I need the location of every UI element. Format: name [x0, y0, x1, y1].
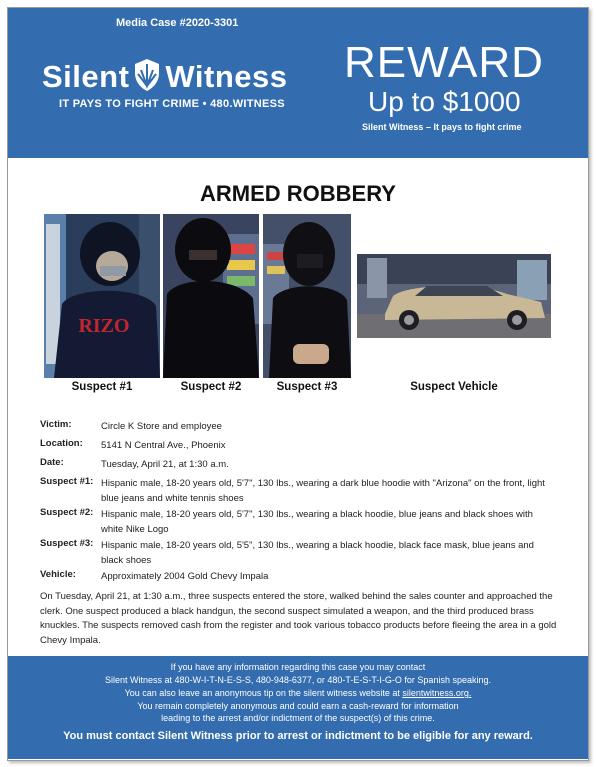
incident-narrative: On Tuesday, April 21, at 1:30 a.m., three suspects entered the store, walked behind the sales counter and approached the clerk. One suspect produced a black handgun, the second suspect simulated a weapon, and the third produced brass knuckles. The suspects removed cash from the register and took various tobacco products before fleeing the area in a gold Chevy Impala. [40, 591, 557, 646]
footer-disclaimer: You must contact Silent Witness prior to arrest or indictment to be eligible for any reward. [63, 730, 533, 742]
reward-heading: REWARD [344, 38, 544, 87]
detail-label: Date: [40, 457, 64, 468]
logo-left: Silent [42, 59, 130, 94]
suspect-vehicle-photo [357, 254, 551, 338]
detail-value: Hispanic male, 18-20 years old, 5'7", 130 lbs., wearing a dark blue hoodie with "Arizona" on the front, light blue jeans and white tennis shoes [101, 478, 545, 504]
detail-value: Hispanic male, 18-20 years old, 5'5", 130 lbs., wearing a black hoodie, black face mask, blue jeans and black shoes [101, 540, 534, 566]
vehicle-image [357, 254, 551, 338]
suspect-2-photo [163, 214, 259, 378]
footer-line-3 [8, 688, 588, 698]
detail-value: Approximately 2004 Gold Chevy Impala [101, 571, 269, 582]
footer-banner [8, 656, 588, 759]
detail-value: Hispanic male, 18-20 years old, 5'7", 130 lbs., wearing a black hoodie, blue jeans and black shoes with white Nike Logo [101, 509, 533, 535]
reward-subtitle: Silent Witness – It pays to fight crime [362, 122, 522, 132]
page-title: ARMED ROBBERY [200, 181, 396, 206]
suspect-1-image [44, 214, 160, 378]
suspect-1-photo [44, 214, 160, 378]
caption-suspect-2: Suspect #2 [180, 381, 242, 393]
suspect-3-photo [263, 214, 351, 378]
logo [42, 58, 288, 95]
svg-text:RIZO: RIZO [78, 315, 130, 337]
tagline: IT PAYS TO FIGHT CRIME • 480.WITNESS [59, 98, 285, 110]
suspect-2-image [163, 214, 259, 378]
footer-line-4: You remain completely anonymous and could earn a cash-reward for information [137, 701, 459, 711]
caption-suspect-3: Suspect #3 [276, 381, 338, 393]
footer-line-2: Silent Witness at 480-W-I-T-N-E-S-S, 480-948-6377, or 480-T-E-S-T-I-G-O for Spanish speaking. [105, 675, 491, 685]
detail-label: Location: [40, 438, 83, 449]
detail-label: Suspect #3: [40, 538, 94, 549]
caption-vehicle: Suspect Vehicle [410, 381, 498, 393]
detail-label: Suspect #1: [40, 476, 94, 487]
detail-value: Tuesday, April 21, at 1:30 a.m. [101, 459, 229, 470]
footer-line-3-text: You can also leave an anonymous tip on the silent witness website at [124, 688, 403, 698]
logo-right: Witness [165, 59, 288, 94]
detail-label: Victim: [40, 419, 72, 430]
reward-amount: Up to $1000 [368, 86, 521, 117]
detail-value: 5141 N Central Ave., Phoenix [101, 440, 226, 451]
detail-label: Vehicle: [40, 569, 76, 580]
case-number: Media Case #2020-3301 [116, 17, 239, 29]
shield-logo-icon [133, 58, 161, 92]
website-link[interactable]: silentwitness.org. [402, 688, 472, 698]
footer-line-5: leading to the arrest and/or indictment of the suspect(s) of this crime. [161, 713, 435, 723]
suspect-3-image [263, 214, 351, 378]
caption-suspect-1: Suspect #1 [71, 381, 133, 393]
header-banner [8, 8, 588, 158]
detail-label: Suspect #2: [40, 507, 94, 518]
footer-line-1: If you have any information regarding this case you may contact [170, 662, 426, 672]
detail-value: Circle K Store and employee [101, 421, 222, 432]
